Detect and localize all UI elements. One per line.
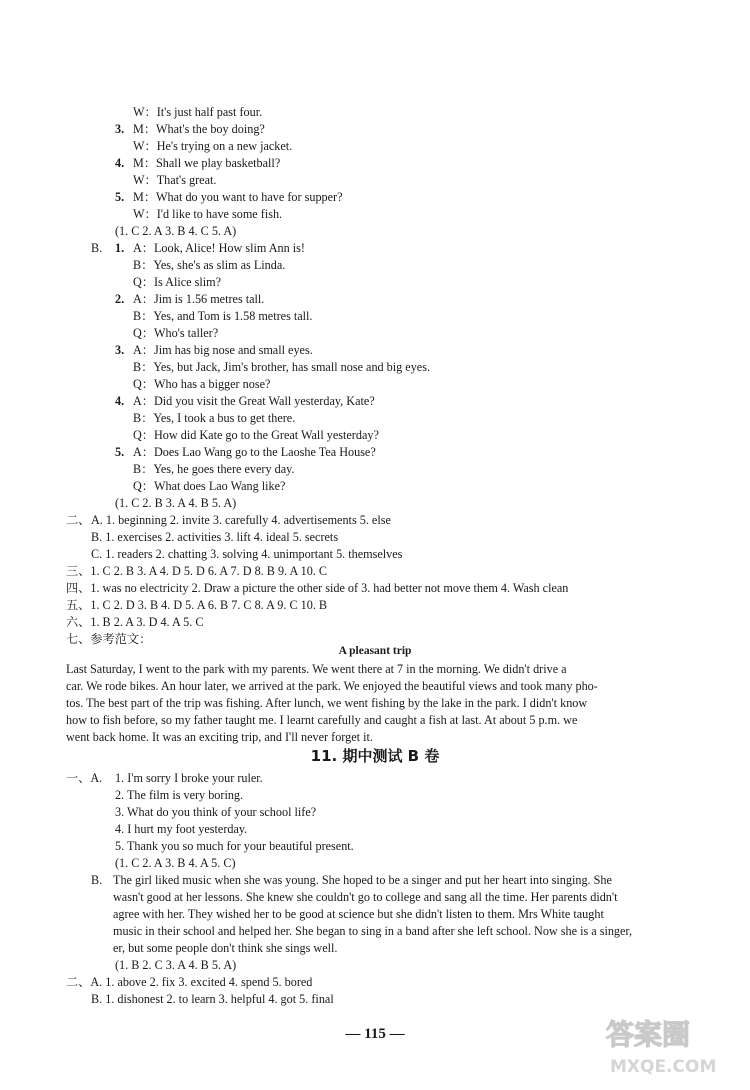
dialogue-line: A：Look, Alice! How slim Ann is! [133,241,305,255]
essay-line: went back home. It was an exciting trip, and I'll never forget it. [66,729,373,744]
dialogue-line: Q：What does Lao Wang like? [133,479,286,493]
section-label: B. [91,873,103,887]
answer-line: (1. B 2. C 3. A 4. B 5. A) [115,958,237,972]
section-label: B. [91,241,103,255]
answer-line: 六、1. B 2. A 3. D 4. A 5. C [66,615,204,629]
dialogue-line: A：Does Lao Wang go to the Laoshe Tea House? [133,445,376,459]
listening-item: 4. I hurt my foot yesterday. [115,822,248,836]
section-label: 一、A. [66,771,103,785]
dialogue-line: W：I'd like to have some fish. [133,207,283,221]
passage-line: agree with her. They wished her to be good at science but she didn't listen to them. Mrs White taught [113,906,604,921]
page-number: — 115 — [345,1026,405,1042]
answer-line: 五、1. C 2. D 3. B 4. D 5. A 6. B 7. C 8. A 9. C 10. B [66,598,328,612]
dialogue-line: M：Shall we play basketball? [133,156,281,170]
dialogue-line: Q：Who has a bigger nose? [133,377,271,391]
passage-line: music in their school and helped her. She began to sing in a band after she left school. Now she is a singer, [113,923,633,938]
item-number: 4. [115,394,125,408]
answer-line: B. 1. dishonest 2. to learn 3. helpful 4. got 5. final [91,992,334,1006]
answer-line: 三、1. C 2. B 3. A 4. D 5. D 6. A 7. D 8. B 9. A 10. C [66,564,328,578]
passage-body [113,872,699,957]
item-number: 3. [115,122,125,136]
passage-line: The girl liked music when she was young. She hoped to be a singer and put her heart into singing. She [113,873,612,887]
listening-item: 5. Thank you so much for your beautiful present. [115,839,354,853]
answer-line: C. 1. readers 2. chatting 3. solving 4. unimportant 5. themselves [91,547,403,561]
watermark-logo [602,1010,742,1080]
listening-item: 3. What do you think of your school life? [115,805,317,819]
dialogue-line: Q：Is Alice slim? [133,275,222,289]
dialogue-line: B：Yes, but Jack, Jim's brother, has small nose and big eyes. [133,360,431,374]
essay-line: tos. The best part of the trip was fishing. After lunch, we went fishing by the lake in the park. I didn't know [66,695,588,710]
dialogue-line: B：Yes, I took a bus to get there. [133,411,296,425]
dialogue-line: W：It's just half past four. [133,105,263,119]
section-label: 二、 [66,513,91,527]
dialogue-line: Q：Who's taller? [133,326,219,340]
answer-line: B. 1. exercises 2. activities 3. lift 4. ideal 5. secrets [91,530,339,544]
item-number: 4. [115,156,125,170]
item-number: 2. [115,292,125,306]
section-title: 11. 期中测试 B 卷 [310,747,440,765]
item-number: 1. [115,241,125,255]
listening-item: 2. The film is very boring. [115,788,244,802]
item-number: 5. [115,445,125,459]
essay-line: Last Saturday, I went to the park with my parents. We went there at 7 in the morning. We didn't drive a [66,662,567,676]
item-number: 5. [115,190,125,204]
dialogue-line: B：Yes, and Tom is 1.58 metres tall. [133,309,313,323]
watermark-url: MXQE.COM [610,1057,717,1077]
answer-line: 二、A. 1. above 2. fix 3. excited 4. spend 5. bored [66,975,313,989]
dialogue-line: M：What do you want to have for supper? [133,190,343,204]
answer-line: A. 1. beginning 2. invite 3. carefully 4. advertisements 5. else [91,513,391,527]
passage-line: er, but some people don't think she sings well. [113,940,338,955]
essay-line: how to fish before, so my father taught me. I learnt carefully and caught a fish at last. At about 5 p.m. we [66,712,578,727]
watermark-text: 答案圈 [606,1018,691,1051]
dialogue-line: A：Did you visit the Great Wall yesterday, Kate? [133,394,375,408]
answer-line: (1. C 2. B 3. A 4. B 5. A) [115,496,237,510]
dialogue-line: B：Yes, she's as slim as Linda. [133,258,286,272]
answer-line: (1. C 2. A 3. B 4. C 5. A) [115,224,237,238]
essay-body [66,661,702,746]
essay-line: car. We rode bikes. An hour later, we arrived at the park. We enjoyed the beautiful views and took many pho- [66,678,598,693]
item-number: 3. [115,343,125,357]
section-label: 七、参考范文： [66,632,152,646]
dialogue-line: M：What's the boy doing? [133,122,265,136]
dialogue-line: W：He's trying on a new jacket. [133,139,293,153]
dialogue-line: A：Jim has big nose and small eyes. [133,343,313,357]
dialogue-line: A：Jim is 1.56 metres tall. [133,292,265,306]
listening-item: 1. I'm sorry I broke your ruler. [115,771,263,785]
answer-line: (1. C 2. A 3. B 4. A 5. C) [115,856,236,870]
answer-line: 四、1. was no electricity 2. Draw a picture the other side of 3. had better not move them 4. Wash clean [66,581,569,595]
essay-title: A pleasant trip [338,645,412,657]
dialogue-line: W：That's great. [133,173,217,187]
dialogue-line: B：Yes, he goes there every day. [133,462,295,476]
passage-line: wasn't good at her lessons. She knew she couldn't go to college and sang all the time. Her parents didn't [113,889,618,904]
dialogue-line: Q：How did Kate go to the Great Wall yesterday? [133,428,379,442]
